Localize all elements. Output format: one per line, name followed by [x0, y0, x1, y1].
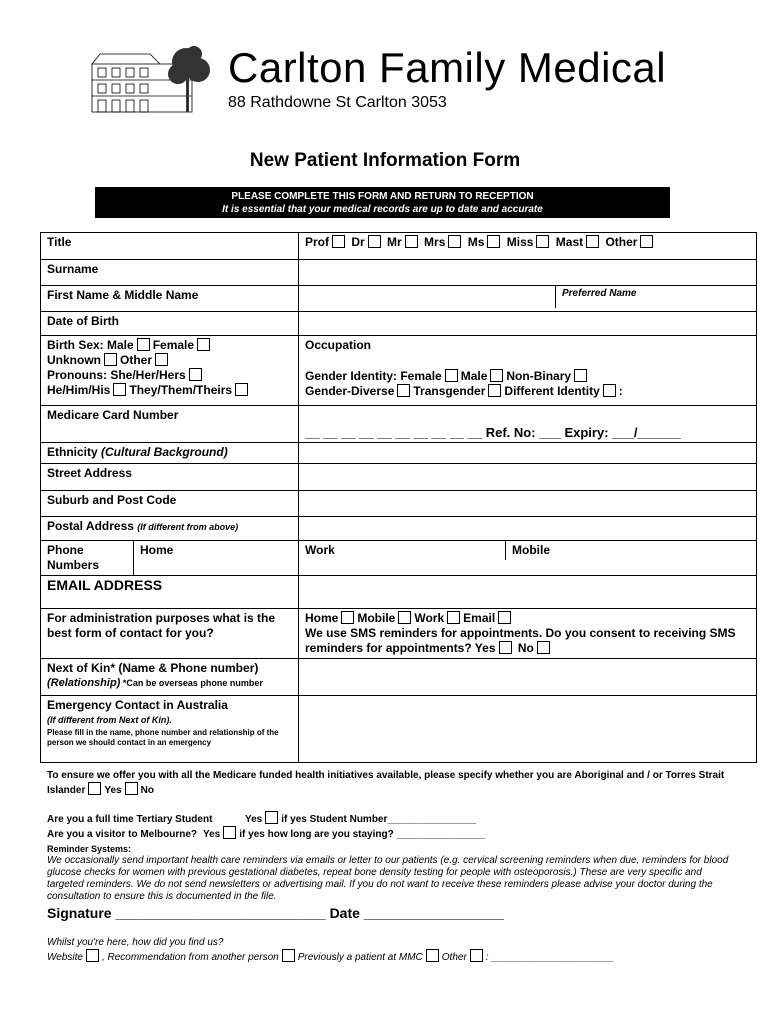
title-miss-checkbox[interactable]	[536, 235, 549, 248]
gender-female-checkbox[interactable]	[445, 369, 458, 382]
occupation-gender-cell	[299, 336, 757, 406]
title-prof-label: Prof	[305, 235, 329, 249]
medicare-label: Medicare Card Number	[41, 406, 299, 443]
clinic-address: 88 Rathdowne St Carlton 3053	[228, 94, 447, 111]
title-prof-checkbox[interactable]	[332, 235, 345, 248]
ethnicity-field[interactable]	[299, 443, 757, 464]
birth-sex-other-label: Other	[120, 353, 153, 367]
birth-sex-pronouns-cell	[41, 336, 299, 406]
atsi-yes-label: Yes	[104, 785, 122, 796]
postal-address-field[interactable]	[299, 517, 757, 541]
clinic-name: Carlton Family Medical	[228, 44, 667, 91]
title-other-checkbox[interactable]	[640, 235, 653, 248]
gender-different-label: Different Identity	[504, 384, 600, 398]
birth-sex-unknown-checkbox[interactable]	[104, 353, 117, 366]
emergency-contact-cell	[41, 696, 299, 763]
contact-home-label: Home	[305, 611, 339, 625]
surname-label: Surname	[41, 260, 299, 286]
visitor-yes-label: Yes	[203, 829, 221, 840]
postal-address-label: Postal Address	[47, 519, 134, 533]
postal-address-note: (If different from above)	[137, 522, 239, 532]
tertiary-yes-label: Yes	[245, 814, 263, 825]
instruction-banner	[95, 187, 670, 218]
visitor-followup[interactable]: if yes how long are you staying? ________________	[239, 829, 486, 840]
patient-form-table	[40, 232, 757, 763]
visitor-yes-checkbox[interactable]	[223, 826, 236, 839]
gender-transgender-label: Transgender	[413, 384, 486, 398]
banner-line-1: PLEASE COMPLETE THIS FORM AND RETURN TO RECEPTION	[231, 191, 534, 202]
contact-question: For administration purposes what is the best form of contact for you?	[41, 609, 299, 659]
birth-sex-other-checkbox[interactable]	[155, 353, 168, 366]
dob-label: Date of Birth	[41, 312, 299, 336]
atsi-no-checkbox[interactable]	[125, 782, 138, 795]
referral-previous-label: Previously a patient at MMC	[297, 952, 423, 963]
title-ms-label: Ms	[467, 235, 485, 249]
clinic-building-logo	[90, 40, 218, 116]
emergency-contact-note: (If different from Next of Kin).	[47, 715, 172, 725]
pronouns-she-checkbox[interactable]	[189, 368, 202, 381]
referral-previous-checkbox[interactable]	[426, 949, 439, 962]
email-field[interactable]	[299, 576, 757, 609]
title-label: Title	[41, 233, 299, 260]
referral-other-checkbox[interactable]	[470, 949, 483, 962]
next-of-kin-relationship: (Relationship)	[47, 677, 121, 689]
contact-options-cell	[299, 609, 757, 659]
ethnicity-note: (Cultural Background)	[101, 445, 228, 459]
tertiary-question: Are you a full time Tertiary Student	[47, 814, 213, 825]
street-address-field[interactable]	[299, 464, 757, 491]
atsi-question: To ensure we offer you with all the Medicare funded health initiatives available, please specify whether you are Aboriginal and / or Torres Strait Islander	[47, 770, 725, 796]
referral-recommendation-label: , Recommendation from another person	[101, 952, 279, 963]
birth-sex-female-label: Female	[152, 338, 195, 352]
pronouns-they-label: They/Them/Theirs	[129, 383, 233, 397]
pronouns-he-label: He/Him/His	[47, 383, 111, 397]
referral-website-label: Website	[47, 952, 83, 963]
clinic-logo	[90, 40, 690, 120]
phone-home-label[interactable]: Home	[140, 543, 174, 557]
referral-other-field[interactable]: : ______________________	[485, 952, 614, 963]
contact-email-checkbox[interactable]	[498, 611, 511, 624]
title-mr-checkbox[interactable]	[405, 235, 418, 248]
next-of-kin-field[interactable]	[299, 659, 757, 696]
atsi-no-label: No	[140, 785, 154, 796]
atsi-yes-checkbox[interactable]	[88, 782, 101, 795]
title-mr-label: Mr	[387, 235, 402, 249]
title-mast-label: Mast	[555, 235, 584, 249]
postal-address-cell	[41, 517, 299, 541]
preferred-name-label: Preferred Name	[555, 286, 756, 308]
pronouns-he-checkbox[interactable]	[113, 383, 126, 396]
gender-male-checkbox[interactable]	[490, 369, 503, 382]
title-other-label: Other	[605, 235, 638, 249]
gender-diverse-checkbox[interactable]	[397, 384, 410, 397]
birth-sex-unknown-label: Unknown	[47, 353, 101, 367]
visitor-question: Are you a visitor to Melbourne?	[47, 829, 198, 840]
pronouns-they-checkbox[interactable]	[235, 383, 248, 396]
referral-website-checkbox[interactable]	[86, 949, 99, 962]
tertiary-followup[interactable]: if yes Student Number________________	[281, 814, 477, 825]
additional-info-section	[47, 770, 737, 903]
next-of-kin-label: Next of Kin* (Name & Phone number)	[47, 661, 259, 675]
contact-mobile-label: Mobile	[357, 611, 396, 625]
suburb-field[interactable]	[299, 491, 757, 517]
next-of-kin-cell	[41, 659, 299, 696]
title-miss-label: Miss	[506, 235, 534, 249]
sms-no-label: No	[517, 641, 534, 655]
gender-female-label: Gender Identity: Female	[305, 369, 442, 383]
signature-date-line[interactable]: Signature ___________________________ Date __________________	[47, 905, 504, 921]
occupation-label: Occupation	[305, 338, 372, 352]
title-mrs-label: Mrs	[424, 235, 446, 249]
next-of-kin-note: *Can be overseas phone number	[122, 678, 263, 688]
form-title: New Patient Information Form	[249, 150, 521, 171]
surname-field[interactable]	[299, 260, 757, 286]
emergency-contact-label: Emergency Contact in Australia	[47, 698, 228, 712]
tertiary-yes-checkbox[interactable]	[265, 811, 278, 824]
dob-field[interactable]	[299, 312, 757, 336]
phone-work-label[interactable]: Work	[299, 541, 506, 560]
birth-sex-male-label: Birth Sex: Male	[47, 338, 134, 352]
ethnicity-label: Ethnicity	[47, 445, 98, 459]
emergency-contact-instructions: Please fill in the name, phone number and relationship of the person we should contact in an emergency	[47, 728, 279, 747]
phone-work-mobile-cell	[299, 541, 757, 576]
first-name-field[interactable]	[299, 286, 757, 312]
contact-mobile-checkbox[interactable]	[398, 611, 411, 624]
sms-no-checkbox[interactable]	[537, 641, 550, 654]
title-mast-checkbox[interactable]	[586, 235, 599, 248]
phone-mobile-label[interactable]: Mobile	[512, 543, 550, 557]
birth-sex-female-checkbox[interactable]	[197, 338, 210, 351]
gender-nonbinary-checkbox[interactable]	[574, 369, 587, 382]
pronouns-she-label: Pronouns: She/Her/Hers	[47, 368, 186, 382]
suburb-label: Suburb and Post Code	[41, 491, 299, 517]
reminder-heading: Reminder Systems:	[47, 844, 132, 854]
referral-recommendation-checkbox[interactable]	[282, 949, 295, 962]
gender-male-label: Male	[460, 369, 488, 383]
referral-other-label: Other	[441, 952, 467, 963]
reminder-text: We occasionally send important health care reminders via emails or letter to our patients (e.g. cervical screening reminders when due, reminders for blood glucose checks for women with previous gestational diabetes, repeat bone density testing for people with osteoporosis.) These are very specific and targeted reminders. We do not send newsletters or advertising mail. If you do not want to receive these reminders please advise your doctor during the consultation to ensure this is documented in the file.	[47, 855, 729, 902]
street-address-label: Street Address	[41, 464, 299, 491]
contact-work-checkbox[interactable]	[447, 611, 460, 624]
title-dr-label: Dr	[351, 235, 365, 249]
contact-work-label: Work	[414, 611, 445, 625]
email-label: EMAIL ADDRESS	[41, 576, 299, 609]
first-name-label: First Name & Middle Name	[41, 286, 299, 312]
sms-yes-checkbox[interactable]	[499, 641, 512, 654]
ethnicity-cell	[41, 443, 299, 464]
banner-line-2: It is essential that your medical records are up to date and accurate	[222, 204, 543, 215]
medicare-field[interactable]: __ __ __ __ __ __ __ __ __ __ Ref. No: ___ Expiry: ___/______	[299, 406, 757, 443]
birth-sex-male-checkbox[interactable]	[137, 338, 150, 351]
gender-different-checkbox[interactable]	[603, 384, 616, 397]
gender-nonbinary-label: Non-Binary	[506, 369, 572, 383]
gender-transgender-checkbox[interactable]	[488, 384, 501, 397]
gender-different-colon: :	[618, 384, 623, 398]
title-dr-checkbox[interactable]	[368, 235, 381, 248]
sms-consent-question: We use SMS reminders for appointments. Do you consent to receiving SMS reminders for appointments? Yes	[305, 626, 736, 655]
title-ms-checkbox[interactable]	[487, 235, 500, 248]
title-options	[299, 233, 757, 260]
referral-source-section	[47, 936, 614, 964]
referral-question: Whilst you're here, how did you find us?	[47, 937, 224, 948]
emergency-contact-field[interactable]	[299, 696, 757, 763]
contact-home-checkbox[interactable]	[341, 611, 354, 624]
title-mrs-checkbox[interactable]	[448, 235, 461, 248]
contact-email-label: Email	[463, 611, 496, 625]
phone-cell	[41, 541, 299, 576]
gender-diverse-label: Gender-Diverse	[305, 384, 395, 398]
phone-numbers-label: Phone Numbers	[41, 541, 134, 575]
